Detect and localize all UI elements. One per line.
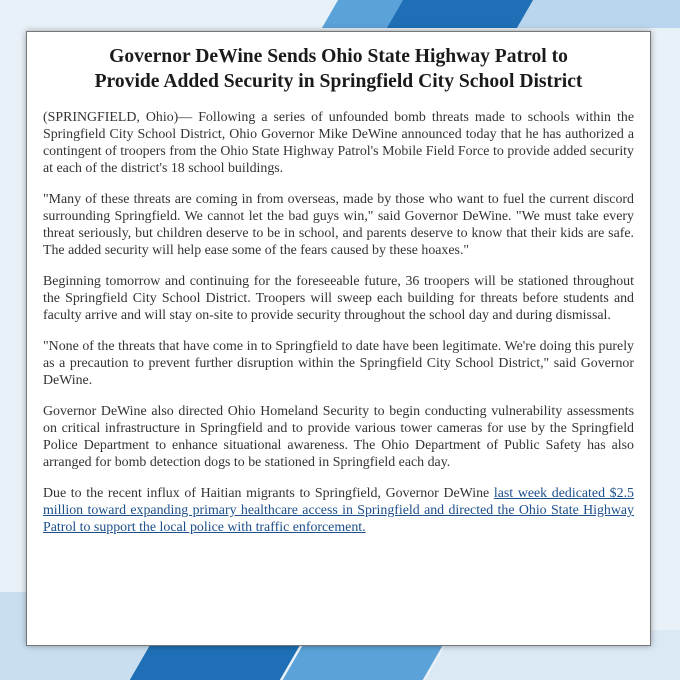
press-release-card [26, 31, 651, 646]
headline-line-2: Provide Added Security in Springfield City School District [94, 71, 583, 92]
paragraph-dateline: (SPRINGFIELD, Ohio)— Following a series of unfounded bomb threats made to schools within the Springfield City School District, Ohio Governor Mike DeWine announced today that he has authorized a contingent of troopers from the Ohio State Highway Patrol's Mobile Field Force to provide added security at each of the district's 18 school buildings. [43, 110, 634, 176]
paragraph-homeland-security: Governor DeWine also directed Ohio Homeland Security to begin conducting vulnerability assessments on critical infrastructure in Springfield and to provide various tower cameras for use by the Springfield Police Department to enhance situational awareness. The Ohio Department of Public Safety has also arranged for bomb detection dogs to be stationed in Springfield each day. [43, 404, 634, 470]
paragraph-quote-2: "None of the threats that have come in to Springfield to date have been legitimate. We're doing this purely as a precaution to prevent further disruption within the Springfield City School District," said Governor DeWine. [43, 339, 634, 388]
paragraph-healthcare-text: Due to the recent influx of Haitian migrants to Springfield, Governor DeWine [43, 486, 494, 501]
paragraph-healthcare [43, 485, 634, 536]
healthcare-link[interactable]: last week dedicated $2.5 million toward expanding primary healthcare access in Springfield and directed the Ohio State Highway Patrol to support the local police with traffic enforcement. [43, 486, 634, 535]
paragraph-troopers: Beginning tomorrow and continuing for the foreseeable future, 36 troopers will be stationed throughout the Springfield City School District. Troopers will sweep each building for threats before students and faculty arrive and will stay on-site to provide security throughout the school day and during dismissal. [43, 274, 634, 323]
headline [43, 44, 634, 94]
decorative-stripe [517, 0, 680, 28]
paragraph-quote-1: "Many of these threats are coming in from overseas, made by those who want to fuel the current discord surrounding Springfield. We cannot let the bad guys win," said Governor DeWine. "We must take every threat seriously, but children deserve to be in school, and parents deserve to know that their kids are safe. The added security will help ease some of the fears caused by these hoaxes." [43, 192, 634, 258]
headline-line-1: Governor DeWine Sends Ohio State Highway Patrol to [109, 46, 568, 67]
decorative-stripe [387, 0, 538, 28]
